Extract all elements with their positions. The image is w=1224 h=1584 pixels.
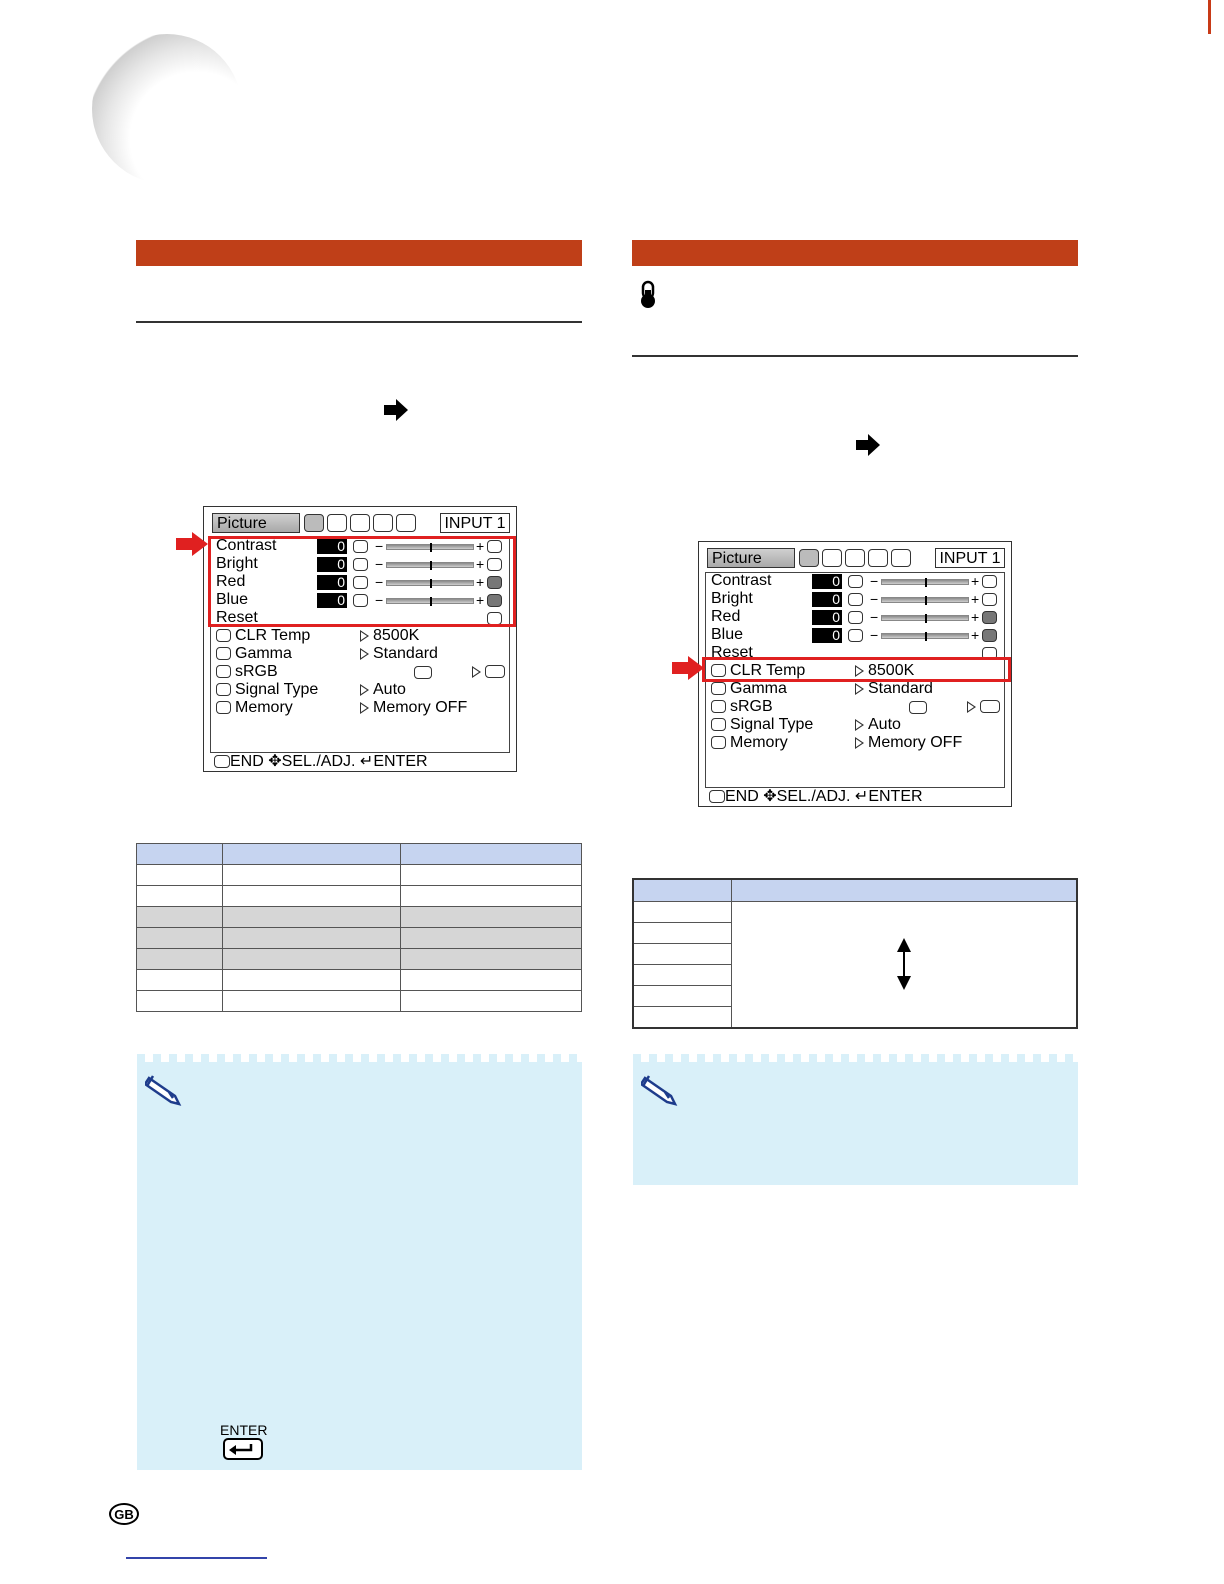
minus-sign: − xyxy=(870,627,879,643)
language-badge: GB xyxy=(109,1503,139,1525)
minus-sign: − xyxy=(870,591,879,607)
signal-type-icon xyxy=(711,718,726,731)
osd-row-bright[interactable]: Bright xyxy=(216,555,258,572)
osd-tab-icons xyxy=(799,548,911,568)
adjust-max-icon xyxy=(982,593,997,606)
triangle-icon xyxy=(967,701,976,713)
triangle-icon xyxy=(360,630,369,642)
osd-row-reset[interactable]: Reset xyxy=(216,609,258,626)
triangle-icon xyxy=(855,719,864,731)
osd-value-box: 0 xyxy=(812,628,842,643)
triangle-icon xyxy=(360,684,369,696)
osd-value-box: 0 xyxy=(317,557,347,572)
osd-input-indicator: INPUT 1 xyxy=(935,548,1005,568)
osd-row-blue[interactable]: Blue xyxy=(216,591,249,608)
osd-item-srgb[interactable] xyxy=(216,663,278,681)
enter-arrow-icon: ↵ xyxy=(854,788,869,805)
osd-item-label: sRGB xyxy=(730,698,773,715)
adjust-max-icon xyxy=(982,629,997,642)
osd-item-clr-temp[interactable] xyxy=(216,627,310,645)
signal-type-icon xyxy=(216,683,231,696)
adjust-slider[interactable] xyxy=(881,633,969,639)
section-rule-right xyxy=(632,355,1078,357)
osd-item-srgb[interactable] xyxy=(711,698,773,716)
adjust-min-icon xyxy=(848,629,863,642)
adjust-slider[interactable] xyxy=(881,597,969,603)
gamma-icon xyxy=(711,682,726,695)
minus-sign: − xyxy=(375,592,384,608)
highlight-box-adjust-rows xyxy=(208,536,516,627)
osd-item-setting[interactable]: Memory OFF xyxy=(360,699,467,717)
osd-item-label: CLR Temp xyxy=(235,627,311,644)
status-tab-icon[interactable] xyxy=(891,549,911,567)
fine-sync-tab-icon[interactable] xyxy=(822,549,842,567)
osd-item-memory[interactable] xyxy=(216,699,293,717)
srgb-toggle-icon xyxy=(414,666,432,679)
minus-sign: − xyxy=(375,574,384,590)
highlight-box-clr-temp xyxy=(702,657,1011,682)
arrow-right-icon xyxy=(856,434,880,456)
osd-item-label: Signal Type xyxy=(730,716,814,733)
table-row xyxy=(137,865,582,886)
table-right xyxy=(632,878,1078,1029)
plus-sign: + xyxy=(971,609,980,625)
adjust-max-icon xyxy=(982,575,997,588)
minus-sign: − xyxy=(870,573,879,589)
plus-sign: + xyxy=(476,574,485,590)
osd-item-setting[interactable]: Memory OFF xyxy=(855,734,962,752)
osd-value-box: 0 xyxy=(812,610,842,625)
osd-item-signal-type[interactable] xyxy=(711,716,813,734)
osd-tab-picture[interactable]: Picture xyxy=(707,548,795,568)
thermometer-icon xyxy=(636,280,660,310)
osd-item-signal-type[interactable] xyxy=(216,681,318,699)
minus-sign: − xyxy=(870,609,879,625)
options-tab-icon[interactable] xyxy=(845,549,865,567)
osd-tab-icons xyxy=(304,513,416,533)
osd-row-contrast[interactable]: Contrast xyxy=(216,537,277,554)
osd-footer: END ✥SEL./ADJ. ↵ENTER xyxy=(214,753,428,771)
memory-icon xyxy=(216,701,231,714)
section-rule-left xyxy=(136,321,582,323)
osd-tab-picture[interactable]: Picture xyxy=(212,513,300,533)
osd-item-setting[interactable]: Standard xyxy=(855,680,933,698)
adjust-max-icon xyxy=(982,611,997,624)
triangle-icon xyxy=(360,702,369,714)
table-row-line xyxy=(634,922,731,923)
osd-item-setting[interactable]: Auto xyxy=(855,716,901,734)
language-tab-icon[interactable] xyxy=(868,549,888,567)
osd-item-gamma[interactable] xyxy=(216,645,292,663)
up-down-arrow-icon xyxy=(896,938,912,990)
osd-item-setting[interactable]: 8500K xyxy=(855,662,914,680)
note-dashed-edge xyxy=(633,1054,1078,1062)
arrow-right-icon xyxy=(384,399,408,421)
move-arrows-icon: ✥ xyxy=(763,788,777,805)
corner-decoration xyxy=(92,34,242,184)
osd-row-red[interactable]: Red xyxy=(711,608,741,625)
bottom-link-underline[interactable] xyxy=(126,1557,267,1559)
osd-item-setting[interactable]: Auto xyxy=(360,681,406,699)
plus-sign: + xyxy=(971,573,980,589)
enter-key-icon xyxy=(223,1438,263,1460)
minus-sign: − xyxy=(375,538,384,554)
srgb-toggle-icon xyxy=(909,701,927,714)
table-column-divider xyxy=(731,880,732,1027)
plus-sign: + xyxy=(476,592,485,608)
osd-item-gamma[interactable] xyxy=(711,680,787,698)
red-pointer-arrow-left xyxy=(176,532,208,556)
pencil-icon xyxy=(641,1072,683,1106)
picture-tab-icon[interactable] xyxy=(304,514,324,532)
osd-row-blue[interactable]: Blue xyxy=(711,626,744,643)
osd-row-reset[interactable]: Reset xyxy=(711,644,753,661)
osd-item-setting[interactable]: 8500K xyxy=(360,627,419,645)
language-tab-icon[interactable] xyxy=(373,514,393,532)
adjust-slider[interactable] xyxy=(881,579,969,585)
table-row xyxy=(137,970,582,991)
osd-footer: END ✥SEL./ADJ. ↵ENTER xyxy=(709,788,923,806)
srgb-off-setting[interactable] xyxy=(967,698,1000,716)
plus-sign: + xyxy=(476,556,485,572)
clr-temp-icon xyxy=(216,629,231,642)
osd-input-indicator: INPUT 1 xyxy=(440,513,510,533)
osd-value-box: 0 xyxy=(317,539,347,554)
gamma-icon xyxy=(216,647,231,660)
table-row-line xyxy=(634,985,731,986)
osd-row-bright[interactable]: Bright xyxy=(711,590,753,607)
osd-item-label: Memory xyxy=(730,734,788,751)
srgb-icon xyxy=(711,700,726,713)
osd-row-contrast[interactable]: Contrast xyxy=(711,572,772,589)
table-row xyxy=(137,928,582,949)
osd-item-label: Gamma xyxy=(235,645,292,662)
table-header-row xyxy=(137,844,582,865)
table-header-row xyxy=(634,880,1076,902)
enter-arrow-icon: ↵ xyxy=(359,753,374,770)
osd-item-label: Gamma xyxy=(730,680,787,697)
minus-sign: − xyxy=(375,556,384,572)
note-box-right xyxy=(633,1054,1078,1185)
off-icon xyxy=(980,700,1000,713)
plus-sign: + xyxy=(476,538,485,554)
status-tab-icon[interactable] xyxy=(396,514,416,532)
osd-value-box: 0 xyxy=(812,574,842,589)
osd-item-label: Signal Type xyxy=(235,681,319,698)
memory-icon xyxy=(711,736,726,749)
plus-sign: + xyxy=(971,591,980,607)
osd-value-box: 0 xyxy=(812,592,842,607)
off-icon xyxy=(485,665,505,678)
adjust-min-icon xyxy=(848,575,863,588)
note-dashed-edge xyxy=(137,1054,582,1062)
plus-sign: + xyxy=(971,627,980,643)
red-pointer-arrow-right xyxy=(672,656,704,680)
options-tab-icon[interactable] xyxy=(350,514,370,532)
srgb-off-setting[interactable] xyxy=(472,663,505,681)
section-header-bar-left xyxy=(136,240,582,266)
osd-row-red[interactable]: Red xyxy=(216,573,246,590)
fine-sync-tab-icon[interactable] xyxy=(327,514,347,532)
table-row-line xyxy=(634,1006,731,1007)
srgb-icon xyxy=(216,665,231,678)
adjust-slider[interactable] xyxy=(881,615,969,621)
osd-value-box: 0 xyxy=(317,593,347,608)
osd-value-box: 0 xyxy=(317,575,347,590)
pencil-icon xyxy=(145,1072,187,1106)
adjust-min-icon xyxy=(848,593,863,606)
triangle-icon xyxy=(855,683,864,695)
table-row xyxy=(137,949,582,970)
menu-button-icon xyxy=(214,755,230,768)
top-edge-rule xyxy=(1208,0,1211,34)
table-row-line xyxy=(634,943,731,944)
triangle-icon xyxy=(855,737,864,749)
table-row xyxy=(137,907,582,928)
triangle-icon xyxy=(472,666,481,678)
table-row xyxy=(137,886,582,907)
note-box-left xyxy=(137,1054,582,1470)
triangle-icon xyxy=(360,648,369,660)
move-arrows-icon: ✥ xyxy=(268,753,282,770)
picture-tab-icon[interactable] xyxy=(799,549,819,567)
osd-item-memory[interactable] xyxy=(711,734,788,752)
osd-item-label: Memory xyxy=(235,699,293,716)
adjust-min-icon xyxy=(848,611,863,624)
osd-item-setting[interactable]: Standard xyxy=(360,645,438,663)
table-row-line xyxy=(634,964,731,965)
section-header-bar-right xyxy=(632,240,1078,266)
menu-button-icon xyxy=(709,790,725,803)
osd-item-label: CLR Temp xyxy=(730,662,806,679)
osd-item-label: sRGB xyxy=(235,663,278,680)
table-left xyxy=(136,843,582,1012)
table-row xyxy=(137,991,582,1012)
enter-key-label: ENTER xyxy=(220,1422,268,1438)
